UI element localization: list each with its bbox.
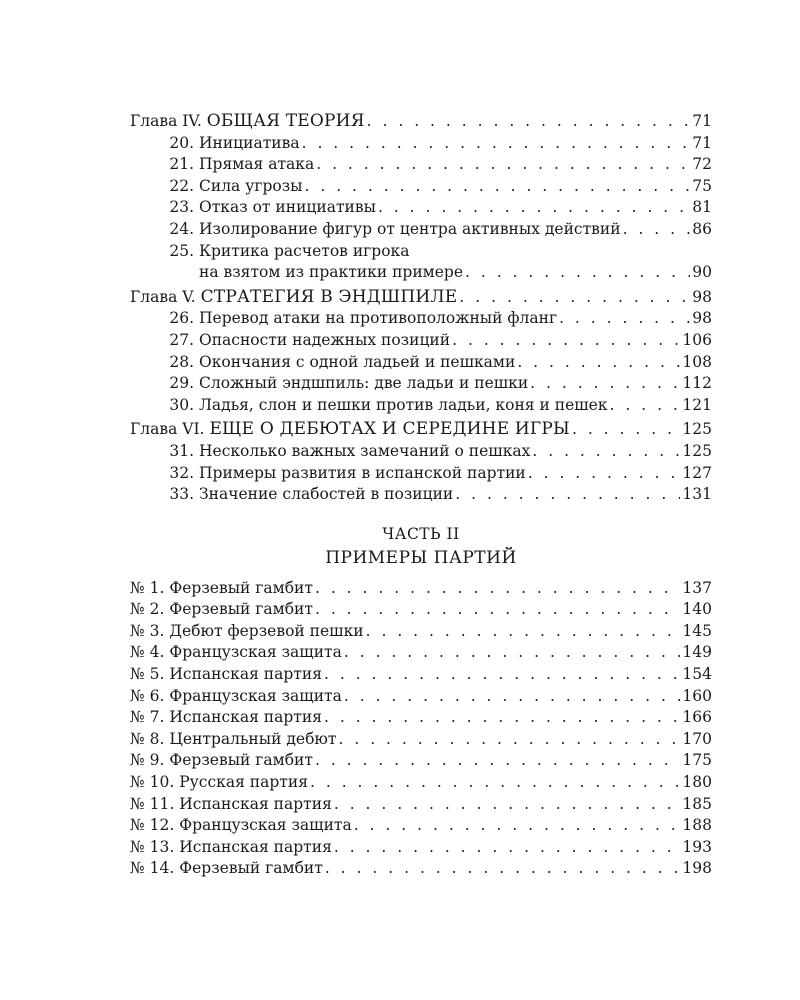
game-number: № 4.: [130, 643, 165, 662]
page-number: 106: [682, 330, 712, 349]
section-entry: [130, 133, 712, 155]
page-number: 81: [692, 198, 712, 217]
game-number: № 10.: [130, 773, 175, 792]
section-entry: [130, 154, 712, 176]
chapter-label: [130, 111, 365, 133]
part-heading: ЧАСТЬ II: [382, 524, 460, 543]
leader-dots: [324, 707, 680, 729]
section-continuation: [130, 262, 712, 284]
game-number: № 6.: [130, 686, 165, 705]
game-entry: [130, 686, 712, 708]
leader-dots: [455, 484, 680, 506]
page-number: 72: [692, 155, 712, 174]
game-number: № 1.: [130, 578, 165, 597]
section-title: Перевод атаки на противоположный фланг: [199, 309, 558, 328]
leader-dots: [344, 642, 681, 664]
page-number: 131: [682, 485, 712, 504]
section-title: Несколько важных замечаний о пешках: [199, 441, 531, 460]
section-number: 27.: [169, 330, 194, 349]
section-title: Примеры развития в испанской партии: [199, 463, 526, 482]
game-entry: [130, 664, 712, 686]
chapter-entry: [130, 287, 712, 309]
game-number: № 11.: [130, 794, 175, 813]
page-number: 170: [682, 729, 712, 748]
game-title: Испанская партия: [169, 708, 322, 727]
page-number: 188: [682, 816, 712, 835]
game-number: № 13.: [130, 837, 175, 856]
game-entry: [130, 707, 712, 729]
page-number: 98: [692, 287, 712, 306]
game-number: № 7.: [130, 708, 165, 727]
leader-dots: [315, 750, 680, 772]
page-number: 145: [682, 621, 712, 640]
leader-dots: [302, 133, 691, 155]
section-title: Критика расчетов игрока: [199, 241, 410, 260]
section-title: Сила угрозы: [199, 176, 303, 195]
leader-dots: [452, 330, 680, 352]
section-number: 29.: [169, 374, 194, 393]
part-title: ПРИМЕРЫ ПАРТИЙ: [325, 547, 517, 568]
leader-dots: [354, 815, 681, 837]
game-number: № 5.: [130, 665, 165, 684]
game-entry: [130, 815, 712, 837]
section-number: 30.: [169, 395, 194, 414]
leader-dots: [344, 686, 681, 708]
page-number: 75: [692, 176, 712, 195]
leader-dots: [517, 352, 680, 374]
game-entry: [130, 772, 712, 794]
chapter-prefix: Глава V.: [130, 287, 196, 306]
section-title: Инициатива: [199, 133, 300, 152]
section-number: 28.: [169, 352, 194, 371]
leader-dots: [559, 308, 690, 330]
section-number: 32.: [169, 463, 194, 482]
game-title: Испанская партия: [179, 837, 332, 856]
page-number: 185: [682, 794, 712, 813]
game-entry: [130, 858, 712, 880]
section-entry: [130, 308, 712, 330]
page-number: 140: [682, 600, 712, 619]
section-title: Сложный эндшпиль: две ладьи и пешки: [199, 374, 529, 393]
section-entry: [130, 395, 712, 417]
game-title: Ферзевый гамбит: [169, 751, 313, 770]
page-number: 175: [682, 751, 712, 770]
game-number: № 8.: [130, 729, 165, 748]
page-number: 112: [682, 374, 712, 393]
section-entry: [130, 484, 712, 506]
section-title: Окончания с одной ладьей и пешками: [199, 352, 516, 371]
chapter-title: СТРАТЕГИЯ В ЭНДШПИЛЕ: [200, 286, 458, 307]
page-number: 71: [692, 133, 712, 152]
section-entry: [130, 176, 712, 198]
page-number: 154: [682, 665, 712, 684]
section-entry: [130, 219, 712, 241]
chapter-entry: [130, 111, 712, 133]
leader-dots: [532, 441, 680, 463]
page-number: 198: [682, 859, 712, 878]
page-number: 166: [682, 708, 712, 727]
section-title: Опасности надежных позиций: [199, 330, 451, 349]
game-title: Ферзевый гамбит: [169, 600, 313, 619]
chapter-prefix: Глава VI.: [130, 420, 205, 439]
chapter-title: ЕЩЕ О ДЕБЮТАХ И СЕРЕДИНЕ ИГРЫ: [209, 419, 570, 440]
page-number: 98: [692, 309, 712, 328]
section-entry: [130, 352, 712, 374]
game-entry: [130, 578, 712, 600]
section-number: 31.: [169, 441, 194, 460]
leader-dots: [530, 373, 680, 395]
section-number: 20.: [169, 133, 194, 152]
game-title: Ферзевый гамбит: [169, 578, 313, 597]
chapter-label: [130, 419, 570, 441]
leader-dots: [528, 463, 681, 485]
leader-dots: [310, 772, 680, 794]
table-of-contents: [130, 108, 712, 880]
page-number: 193: [682, 837, 712, 856]
game-entry: [130, 599, 712, 621]
page-number: 121: [682, 395, 712, 414]
section-entry: [130, 197, 712, 219]
game-title: Ферзевый гамбит: [179, 859, 323, 878]
game-entry: [130, 642, 712, 664]
game-entry: [130, 729, 712, 751]
leader-dots: [305, 176, 691, 198]
leader-dots: [465, 262, 690, 284]
leader-dots: [572, 419, 680, 441]
page-number: 86: [692, 219, 712, 238]
leader-dots: [459, 287, 690, 309]
game-title: Испанская партия: [169, 665, 322, 684]
page-number: 127: [682, 463, 712, 482]
game-entry: [130, 794, 712, 816]
section-title: Изолирование фигур от центра активных действий: [199, 219, 621, 238]
section-entry: [130, 373, 712, 395]
leader-dots: [316, 154, 690, 176]
page-number: 137: [682, 578, 712, 597]
section-title: Значение слабостей в позиции: [199, 485, 454, 504]
section-number: 21.: [169, 155, 194, 174]
game-title: Центральный дебют: [169, 729, 337, 748]
chapter-entry: [130, 419, 712, 441]
leader-dots: [334, 837, 681, 859]
section-title: Ладья, слон и пешки против ладьи, коня и пешек: [199, 395, 608, 414]
game-title: Французская защита: [169, 643, 342, 662]
chapter-label: [130, 287, 457, 309]
leader-dots: [623, 219, 691, 241]
section-number: 33.: [169, 485, 194, 504]
leader-dots: [324, 664, 680, 686]
section-number: 23.: [169, 198, 194, 217]
section-entry: [130, 463, 712, 485]
game-title: Русская партия: [179, 773, 308, 792]
page-number: 71: [692, 112, 712, 130]
leader-dots: [610, 395, 681, 417]
page-number: 125: [682, 420, 712, 439]
page-number: 90: [692, 263, 712, 282]
page-number: 160: [682, 686, 712, 705]
leader-dots: [325, 858, 681, 880]
section-entry: [130, 330, 712, 352]
game-number: № 14.: [130, 859, 175, 878]
section-number: 24.: [169, 219, 194, 238]
section-title-continuation: на взятом из практики примере: [199, 263, 463, 282]
leader-dots: [378, 197, 690, 219]
chapter-title: ОБЩАЯ ТЕОРИЯ: [206, 111, 365, 131]
game-entry: [130, 837, 712, 859]
section-number: 25.: [169, 241, 194, 260]
game-title: Французская защита: [179, 816, 352, 835]
leader-dots: [338, 729, 680, 751]
game-number: № 9.: [130, 751, 165, 770]
page-number: 149: [682, 643, 712, 662]
chapter-prefix: Глава IV.: [130, 112, 202, 130]
page-number: 180: [682, 773, 712, 792]
section-title: Прямая атака: [199, 155, 315, 174]
page-number: 108: [682, 352, 712, 371]
section-number: 26.: [169, 309, 194, 328]
game-number: № 2.: [130, 600, 165, 619]
leader-dots: [315, 599, 680, 621]
game-entry: [130, 621, 712, 643]
section-entry: [130, 441, 712, 463]
game-title: Испанская партия: [179, 794, 332, 813]
game-number: № 3.: [130, 621, 165, 640]
game-title: Дебют ферзевой пешки: [169, 621, 364, 640]
section-entry: [130, 241, 712, 263]
leader-dots: [315, 578, 680, 600]
game-title: Французская защита: [169, 686, 342, 705]
game-entry: [130, 750, 712, 772]
page-number: 125: [682, 441, 712, 460]
section-number: 22.: [169, 176, 194, 195]
game-number: № 12.: [130, 816, 175, 835]
leader-dots: [367, 111, 691, 133]
section-title: Отказ от инициативы: [199, 198, 376, 217]
leader-dots: [366, 621, 681, 643]
leader-dots: [334, 794, 681, 816]
